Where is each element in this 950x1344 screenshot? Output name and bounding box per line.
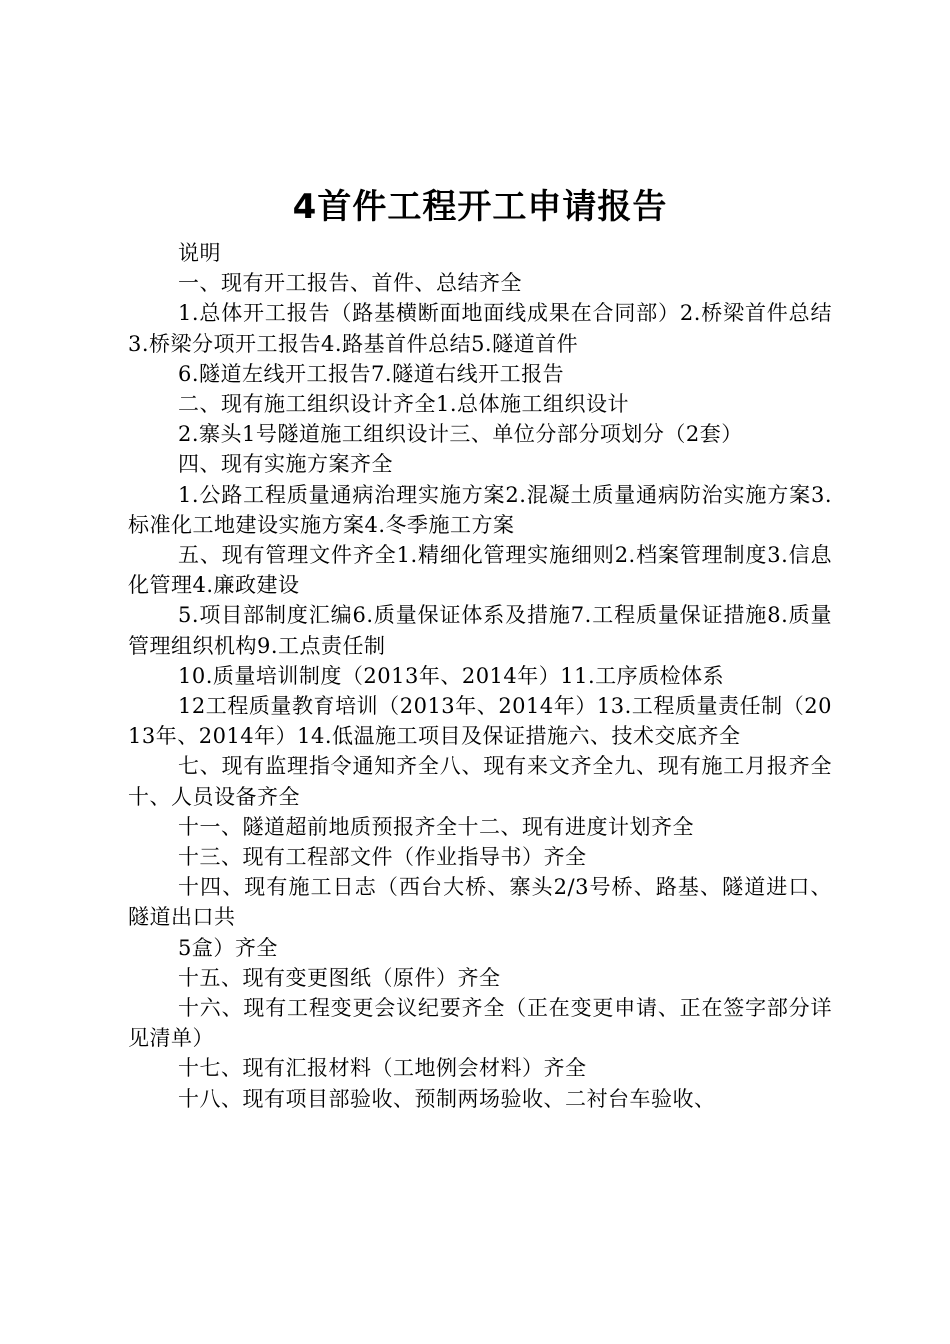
paragraph: 十五、现有变更图纸（原件）齐全 (178, 965, 501, 990)
paragraph: 十一、隧道超前地质预报齐全十二、现有进度计划齐全 (178, 814, 694, 839)
paragraph: 十四、现有施工日志（西台大桥、寨头2/3号桥、路基、隧道进口、隧道出口共 (128, 875, 832, 930)
paragraph: 十六、现有工程变更会议纪要齐全（正在变更申请、正在签字部分详见清单） (128, 996, 832, 1051)
paragraph: 5盒）齐全 (178, 935, 278, 960)
paragraph: 四、现有实施方案齐全 (178, 452, 393, 477)
paragraph: 12工程质量教育培训（2013年、2014年）13.工程质量责任制（2013年、2014年）14.低温施工项目及保证措施六、技术交底齐全 (128, 694, 832, 749)
paragraph: 1.公路工程质量通病治理实施方案2.混凝土质量通病防治实施方案3.标准化工地建设实施方案4.冬季施工方案 (128, 482, 832, 537)
document-page (128, 182, 832, 1114)
paragraph: 6.隧道左线开工报告7.隧道右线开工报告 (178, 361, 565, 386)
paragraph: 10.质量培训制度（2013年、2014年）11.工序质检体系 (178, 663, 725, 688)
document-title: 4首件工程开工申请报告 (292, 187, 668, 227)
paragraph: 十八、现有项目部验收、预制两场验收、二衬台车验收、 (178, 1086, 716, 1111)
paragraph: 说明 (178, 241, 221, 265)
paragraph: 2.寨头1号隧道施工组织设计三、单位分部分项划分（2套） (178, 422, 743, 447)
paragraph: 二、现有施工组织设计齐全1.总体施工组织设计 (178, 392, 630, 417)
paragraph: 十七、现有汇报材料（工地例会材料）齐全 (178, 1056, 587, 1081)
paragraph: 十三、现有工程部文件（作业指导书）齐全 (178, 845, 587, 870)
paragraph: 5.项目部制度汇编6.质量保证体系及措施7.工程质量保证措施8.质量管理组织机构9.工点责任制 (128, 603, 832, 658)
paragraph: 1.总体开工报告（路基横断面地面线成果在合同部）2.桥梁首件总结3.桥梁分项开工报告4.路基首件总结5.隧道首件 (128, 301, 832, 356)
paragraph: 一、现有开工报告、首件、总结齐全 (178, 271, 522, 296)
paragraph: 七、现有监理指令通知齐全八、现有来文齐全九、现有施工月报齐全十、人员设备齐全 (128, 754, 832, 809)
paragraph: 五、现有管理文件齐全1.精细化管理实施细则2.档案管理制度3.信息化管理4.廉政建设 (128, 543, 832, 598)
